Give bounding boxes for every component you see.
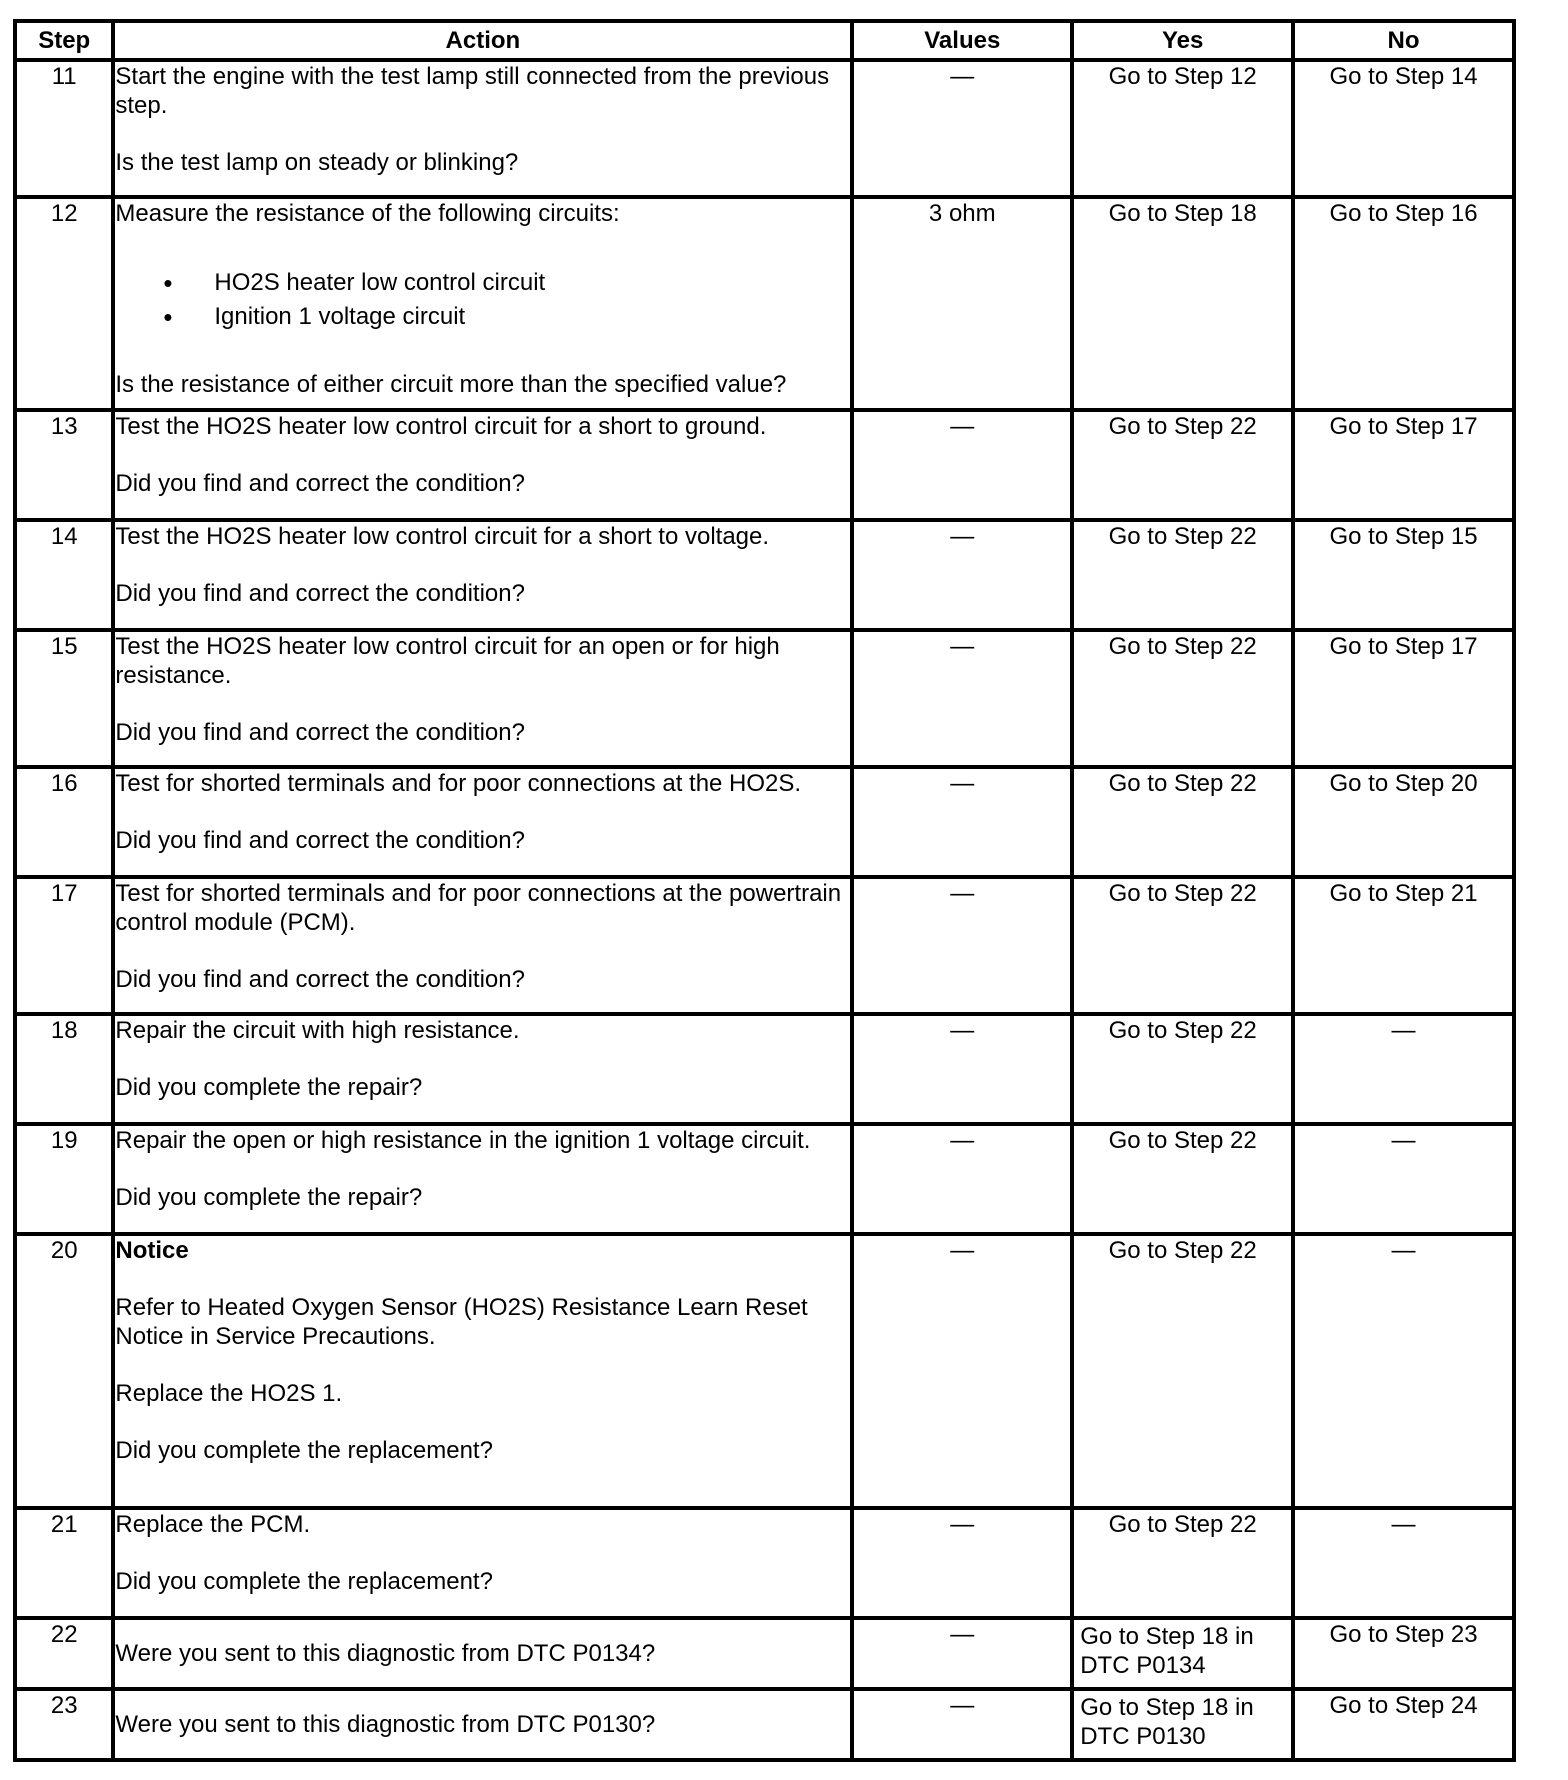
step-number: 16 — [15, 767, 113, 877]
table-row — [15, 520, 1514, 630]
action-cell — [113, 877, 852, 1014]
table-row — [15, 877, 1514, 1014]
action-text: Test for shorted terminals and for poor connections at the HO2S. — [115, 770, 802, 797]
value-cell: — — [852, 1124, 1072, 1234]
yes-cell: Go to Step 22 — [1072, 630, 1293, 767]
no-cell: Go to Step 24 — [1293, 1689, 1514, 1760]
value-cell: — — [852, 1014, 1072, 1124]
table-row — [15, 630, 1514, 767]
action-cell — [113, 410, 852, 520]
no-cell: — — [1293, 1124, 1514, 1234]
yes-cell: Go to Step 18 in DTC P0134 — [1072, 1618, 1293, 1689]
table-row — [15, 197, 1514, 410]
action-cell — [113, 1124, 852, 1234]
header-no: No — [1293, 21, 1514, 60]
step-number: 11 — [15, 60, 113, 197]
table-row — [15, 767, 1514, 877]
table-row — [15, 1689, 1514, 1760]
table-row — [15, 60, 1514, 197]
step-number: 13 — [15, 410, 113, 520]
yes-cell: Go to Step 22 — [1072, 520, 1293, 630]
yes-cell: Go to Step 22 — [1072, 877, 1293, 1014]
table-row — [15, 1014, 1514, 1124]
action-question: Did you complete the replacement? — [115, 1568, 493, 1595]
value-cell: — — [852, 630, 1072, 767]
yes-cell: Go to Step 22 — [1072, 1234, 1293, 1508]
action-text: Test for shorted terminals and for poor connections at the powertrain control module (PCM). — [115, 880, 842, 936]
list-item: • Ignition 1 voltage circuit — [115, 300, 850, 334]
table-row — [15, 1234, 1514, 1508]
action-cell — [113, 630, 852, 767]
no-cell: Go to Step 23 — [1293, 1618, 1514, 1689]
action-cell — [113, 767, 852, 877]
diagnostic-table — [13, 19, 1516, 1762]
no-cell: — — [1293, 1508, 1514, 1618]
value-cell: — — [852, 767, 1072, 877]
action-cell — [113, 1508, 852, 1618]
value-cell: — — [852, 1689, 1072, 1760]
action-cell — [113, 1014, 852, 1124]
action-question: Is the test lamp on steady or blinking? — [115, 149, 519, 176]
action-text: Test the HO2S heater low control circuit for a short to ground. — [115, 413, 767, 440]
action-question: Did you complete the repair? — [115, 1074, 423, 1101]
action-cell — [113, 520, 852, 630]
table-row — [15, 1508, 1514, 1618]
action-question: Is the resistance of either circuit more than the specified value? — [115, 371, 787, 398]
value-cell: — — [852, 1234, 1072, 1508]
step-number: 17 — [15, 877, 113, 1014]
action-cell — [113, 197, 852, 410]
notice-heading: Notice — [115, 1237, 189, 1264]
step-number: 21 — [15, 1508, 113, 1618]
no-cell: Go to Step 16 — [1293, 197, 1514, 410]
value-cell: — — [852, 1508, 1072, 1618]
value-cell: — — [852, 410, 1072, 520]
circuit-list — [115, 266, 850, 334]
yes-cell: Go to Step 12 — [1072, 60, 1293, 197]
value-cell: — — [852, 1618, 1072, 1689]
action-text: Test the HO2S heater low control circuit for an open or for high resistance. — [115, 633, 780, 689]
no-cell: Go to Step 20 — [1293, 767, 1514, 877]
action-text: Measure the resistance of the following circuits: — [115, 200, 620, 227]
action-text: Repair the open or high resistance in the ignition 1 voltage circuit. — [115, 1127, 811, 1154]
yes-cell: Go to Step 22 — [1072, 410, 1293, 520]
yes-cell: Go to Step 22 — [1072, 1508, 1293, 1618]
action-question: Did you find and correct the condition? — [115, 719, 525, 746]
step-number: 12 — [15, 197, 113, 410]
no-cell: — — [1293, 1234, 1514, 1508]
no-cell: Go to Step 17 — [1293, 410, 1514, 520]
yes-cell: Go to Step 22 — [1072, 1124, 1293, 1234]
table-row — [15, 1124, 1514, 1234]
step-number: 15 — [15, 630, 113, 767]
header-step: Step — [15, 21, 113, 60]
header-yes: Yes — [1072, 21, 1293, 60]
step-number: 20 — [15, 1234, 113, 1508]
action-question: Did you find and correct the condition? — [115, 966, 525, 993]
step-number: 14 — [15, 520, 113, 630]
action-cell — [113, 1234, 852, 1508]
step-number: 23 — [15, 1689, 113, 1760]
action-text: Replace the PCM. — [115, 1511, 311, 1538]
action-cell — [113, 60, 852, 197]
action-question: Did you find and correct the condition? — [115, 470, 525, 497]
action-question: Were you sent to this diagnostic from DTC P0134? — [115, 1640, 656, 1667]
action-question: Did you find and correct the condition? — [115, 580, 525, 607]
value-cell: — — [852, 877, 1072, 1014]
no-cell: Go to Step 15 — [1293, 520, 1514, 630]
value-cell: — — [852, 60, 1072, 197]
action-question: Did you find and correct the condition? — [115, 827, 525, 854]
no-cell: Go to Step 21 — [1293, 877, 1514, 1014]
action-question: Did you complete the repair? — [115, 1184, 423, 1211]
action-question: Were you sent to this diagnostic from DTC P0130? — [115, 1711, 656, 1738]
yes-cell: Go to Step 18 in DTC P0130 — [1072, 1689, 1293, 1760]
table-row — [15, 410, 1514, 520]
header-values: Values — [852, 21, 1072, 60]
no-cell: Go to Step 17 — [1293, 630, 1514, 767]
table-row — [15, 1618, 1514, 1689]
action-text: Start the engine with the test lamp still connected from the previous step. — [115, 63, 830, 119]
no-cell: Go to Step 14 — [1293, 60, 1514, 197]
yes-cell: Go to Step 18 — [1072, 197, 1293, 410]
action-question: Did you complete the replacement? — [115, 1437, 493, 1464]
yes-cell: Go to Step 22 — [1072, 767, 1293, 877]
yes-cell: Go to Step 22 — [1072, 1014, 1293, 1124]
action-cell — [113, 1618, 852, 1689]
header-action: Action — [113, 21, 852, 60]
header-row — [15, 21, 1514, 60]
action-text: Test the HO2S heater low control circuit for a short to voltage. — [115, 523, 770, 550]
notice-text: Refer to Heated Oxygen Sensor (HO2S) Resistance Learn Reset Notice in Service Precautions. — [115, 1294, 808, 1350]
step-number: 22 — [15, 1618, 113, 1689]
no-cell: — — [1293, 1014, 1514, 1124]
value-cell: 3 ohm — [852, 197, 1072, 410]
action-cell — [113, 1689, 852, 1760]
action-text: Repair the circuit with high resistance. — [115, 1017, 520, 1044]
value-cell: — — [852, 520, 1072, 630]
list-item: • HO2S heater low control circuit — [115, 266, 850, 300]
step-number: 19 — [15, 1124, 113, 1234]
action-text: Replace the HO2S 1. — [115, 1380, 343, 1407]
step-number: 18 — [15, 1014, 113, 1124]
